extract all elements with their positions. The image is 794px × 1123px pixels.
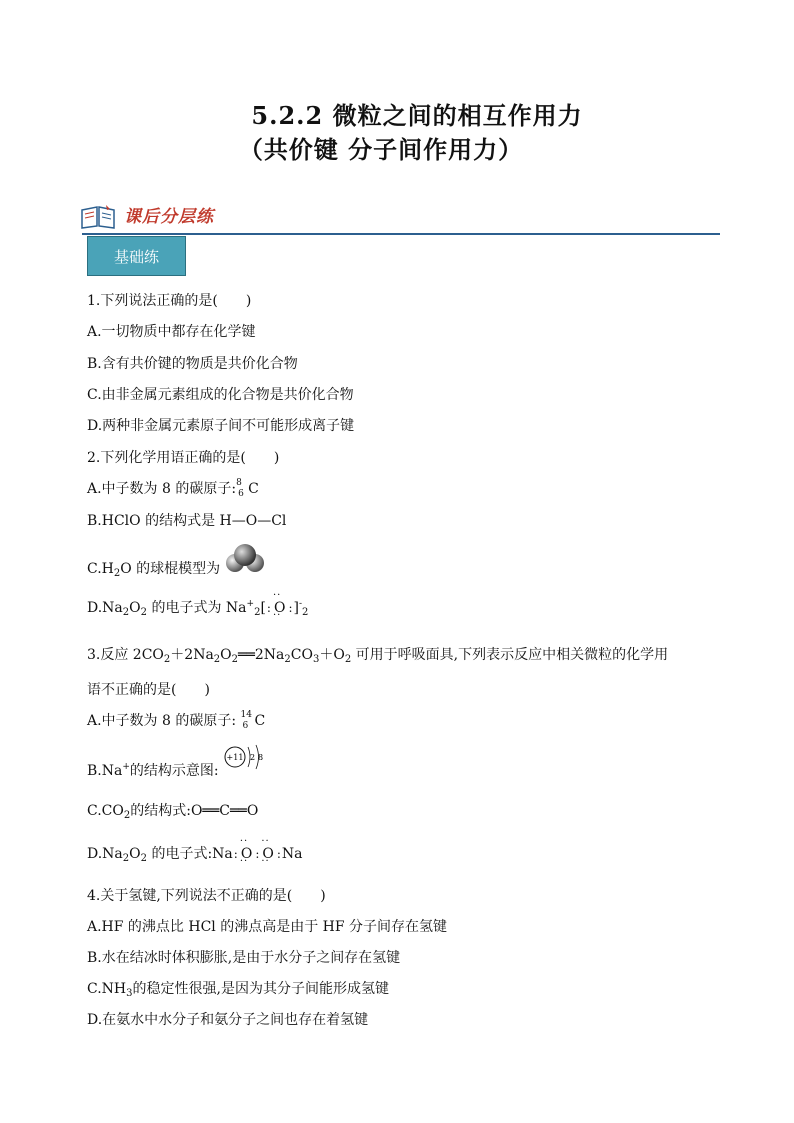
q2-option-b: B.HClO 的结构式是 H—O—Cl (87, 513, 287, 529)
section-label: 课后分层练 (124, 207, 214, 227)
q3-option-b: B.Na+的结构示意图: +11 2 8 (87, 760, 273, 780)
q3-stem-cont: 语不正确的是( ) (87, 682, 210, 698)
q4-option-b: B.水在结冰时体积膨胀,是由于水分子之间存在氢键 (87, 950, 401, 966)
q1-option-a: A.一切物质中都存在化学键 (87, 324, 256, 340)
q2-option-c: $C.H_2O$ 的球棍模型为 (87, 558, 265, 579)
q1-option-b: B.含有共价键的物质是共价化合物 (87, 356, 298, 372)
q3-option-d: $D.Na_2O_2$ 的电子式:Na:·· O ·· :·· O ·· :Na (87, 843, 303, 864)
q2-stem: 2.下列化学用语正确的是( ) (87, 450, 280, 466)
q4-stem: 4.关于氢键,下列说法不正确的是( ) (87, 888, 326, 904)
q3-stem: 3.反应 $2CO_2+2Na_2O_2══2Na_2CO_3+O_2$ 可用于呼吸面具,下列表示反应中相关微粒的化学用 (87, 647, 669, 665)
sodium-ion-structure-diagram (223, 744, 273, 778)
q3-option-c: $C.CO_2$的结构式:O══C══O (87, 803, 259, 821)
book-icon (80, 204, 116, 230)
ball-stick-model-icon (225, 541, 265, 575)
q1-option-d: D.两种非金属元素原子间不可能形成离子键 (87, 418, 355, 434)
q1-stem: 1.下列说法正确的是( ) (87, 293, 252, 309)
q1-option-c: C.由非金属元素组成的化合物是共价化合物 (87, 387, 354, 403)
page-title: 5.2.2 微粒之间的相互作用力 (251, 101, 583, 130)
q2-option-a: A.中子数为 8 的碳原子: 8 6 C (87, 478, 259, 499)
q2-option-d: $D.Na_2O_2$ 的电子式为 $Na^+_2[:\cdot\cdot O$ ·· $:]^-_2$ (87, 597, 308, 618)
page-subtitle: （共价键 分子间作用力） (238, 135, 524, 164)
q4-option-a: A.HF 的沸点比 HCl 的沸点高是由于 HF 分子间存在氢键 (87, 919, 448, 935)
section-header (78, 200, 720, 236)
tab-basic-practice[interactable]: 基础练 (87, 236, 186, 276)
nucleus-label: +11 (226, 753, 244, 762)
q4-option-c: $C.NH_3$的稳定性很强,是因为其分子间能形成氢键 (87, 981, 389, 999)
shell-2-label: 8 (258, 753, 264, 762)
shell-1-label: 2 (250, 753, 256, 762)
q4-option-d: D.在氨水中水分子和氨分子之间也存在着氢键 (87, 1012, 369, 1028)
section-rule (82, 233, 720, 235)
q3-option-a: A.中子数为 8 的碳原子: 14 6 C (87, 710, 266, 731)
